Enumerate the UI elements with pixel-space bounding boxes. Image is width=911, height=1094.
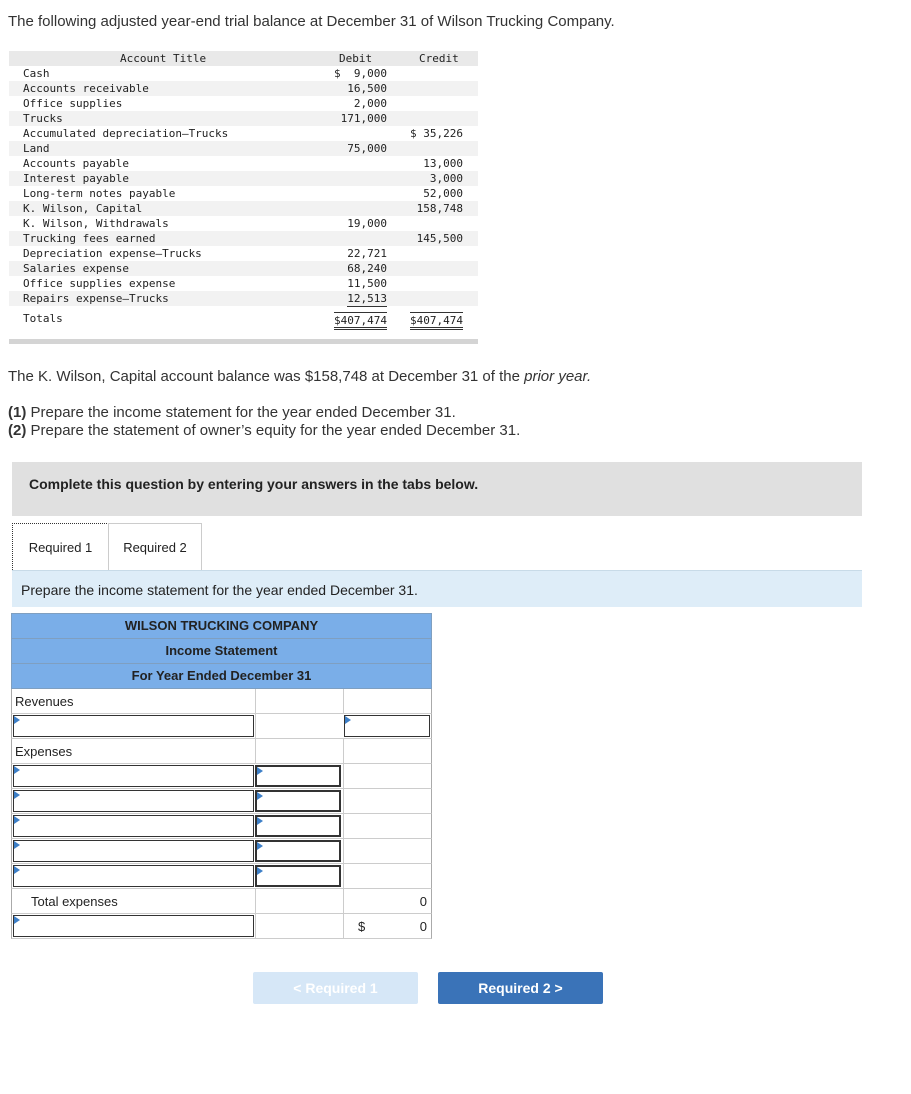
expense-amount-input[interactable] [255,865,341,887]
account-title: Office supplies expense [23,277,176,290]
tab-instruction [12,570,862,607]
blank-cell [255,889,343,913]
requirement-1-text: Prepare the income statement for the year ended December 31. [26,404,456,421]
income-statement-form [11,613,432,939]
account-title: Accounts receivable [23,82,149,95]
input-marker-icon [257,842,263,850]
account-title: Repairs expense—Trucks [23,292,169,305]
account-title: Accounts payable [23,157,129,170]
requirements-list [8,404,520,440]
blank-cell [343,864,432,888]
revenues-heading-row [11,689,432,714]
account-title: K. Wilson, Withdrawals [23,217,169,230]
trial-balance-row [9,186,478,201]
account-title: Depreciation expense—Trucks [23,247,202,260]
expense-entry-row [11,864,432,889]
input-marker-icon [257,867,263,875]
account-title: Long-term notes payable [23,187,176,200]
trial-balance-row [9,81,478,96]
requirement-2 [8,422,520,440]
dropdown-marker-icon [14,791,20,799]
blank-cell [255,714,343,738]
dollar-sign: $ [358,919,366,934]
trial-balance-row [9,231,478,246]
credit-amount: 158,748 [416,202,463,215]
header-debit: Debit [339,52,373,65]
expense-amount-input[interactable] [255,790,341,812]
account-title: Trucks [23,112,63,125]
dropdown-marker-icon [14,766,20,774]
blank-cell [343,764,432,788]
net-result-cell [343,914,432,938]
trial-balance-footer-bar [9,339,478,344]
expense-entry-row [11,839,432,864]
blank-cell [343,689,432,713]
debit-amount: 12,513 [347,292,387,305]
debit-amount: 75,000 [347,142,387,155]
total-expenses-value: 0 [419,894,427,909]
revenue-amount-input[interactable] [344,715,430,737]
trial-balance-row [9,156,478,171]
banner-text: Complete this question by entering your answers in the tabs below. [29,476,479,492]
debit-amount: $ 9,000 [334,67,387,80]
blank-cell [343,789,432,813]
total-expenses-row [11,889,432,914]
instruction-text: Prepare the income statement for the year ended December 31. [21,582,418,598]
expense-account-dropdown[interactable] [13,790,254,812]
account-title: Trucking fees earned [23,232,156,245]
debit-amount: 19,000 [347,217,387,230]
header-account-title: Account Title [120,52,207,65]
totals-label: Totals [23,312,63,325]
account-title: Accumulated depreciation—Trucks [23,127,229,140]
revenues-label: Revenues [15,694,74,709]
tab-required-1[interactable]: Required 1 [12,523,109,572]
debit-amount: 171,000 [340,112,387,125]
note-text: The K. Wilson, Capital account balance was $158,748 at December 31 of the [8,368,525,385]
debit-amount: 11,500 [347,277,387,290]
capital-note [8,368,591,385]
expense-account-dropdown[interactable] [13,840,254,862]
trial-balance-row [9,96,478,111]
dropdown-marker-icon [14,716,20,724]
debit-amount: 16,500 [347,82,387,95]
trial-balance-row [9,111,478,126]
input-marker-icon [257,817,263,825]
note-italic: prior year. [524,368,592,385]
requirement-1 [8,404,520,422]
trial-balance-row [9,141,478,156]
statement-period: For Year Ended December 31 [11,664,432,689]
tab-required-2[interactable]: Required 2 [108,523,202,571]
net-result-row [11,914,432,939]
dropdown-marker-icon [14,841,20,849]
company-name: WILSON TRUCKING COMPANY [11,613,432,639]
dropdown-marker-icon [14,916,20,924]
trial-balance-row [9,126,478,141]
revenue-entry-row [11,714,432,739]
expense-entry-row [11,814,432,839]
credit-amount: $ 35,226 [410,127,463,140]
expense-entry-row [11,764,432,789]
dropdown-marker-icon [14,866,20,874]
trial-balance-row [9,201,478,216]
debit-amount: 22,721 [347,247,387,260]
expense-amount-input[interactable] [255,815,341,837]
input-marker-icon [257,767,263,775]
net-result-dropdown[interactable] [13,915,254,937]
intro-text: The following adjusted year-end trial balance at December 31 of Wilson Trucking Company. [8,13,615,30]
requirement-2-number: (2) [8,422,27,439]
totals-credit: $407,474 [410,312,463,330]
instructions-banner [12,462,862,516]
blank-cell [343,739,432,763]
input-marker-icon [345,716,351,724]
blank-cell [255,914,343,938]
credit-amount: 13,000 [423,157,463,170]
blank-cell [343,814,432,838]
trial-balance-row [9,171,478,186]
header-credit: Credit [419,52,459,65]
trial-balance-table [9,51,478,344]
account-title: Land [23,142,50,155]
net-result-value: 0 [419,919,427,934]
revenue-account-dropdown[interactable] [13,715,254,737]
trial-balance-row [9,246,478,261]
input-marker-icon [257,792,263,800]
trial-balance-row [9,291,478,306]
blank-cell [255,739,343,763]
account-title: Salaries expense [23,262,129,275]
expense-amount-input[interactable] [255,840,341,862]
blank-cell [255,689,343,713]
trial-balance-row [9,276,478,291]
requirement-1-number: (1) [8,404,27,421]
total-expenses-cell [343,889,432,913]
trial-balance-row [9,66,478,81]
statement-name: Income Statement [11,639,432,664]
expense-account-dropdown[interactable] [13,865,254,887]
trial-balance-row [9,261,478,276]
account-title: Interest payable [23,172,129,185]
trial-balance-header [9,51,478,66]
blank-cell [343,839,432,863]
account-title: K. Wilson, Capital [23,202,143,215]
totals-debit: $407,474 [334,312,387,330]
debit-amount: 2,000 [353,97,387,110]
expenses-heading-row [11,739,432,764]
previous-tab-button[interactable]: < Required 1 [253,972,418,1004]
credit-amount: 3,000 [429,172,463,185]
totals-row [9,311,478,326]
dropdown-marker-icon [14,816,20,824]
trial-balance-row [9,216,478,231]
account-title: Office supplies [23,97,123,110]
expense-account-dropdown[interactable] [13,815,254,837]
next-tab-button[interactable]: Required 2 > [438,972,603,1004]
expenses-label: Expenses [15,744,73,759]
debit-amount: 68,240 [347,262,387,275]
credit-amount: 52,000 [423,187,463,200]
account-title: Cash [23,67,50,80]
credit-amount: 145,500 [416,232,463,245]
expense-entry-row [11,789,432,814]
requirement-2-text: Prepare the statement of owner’s equity for the year ended December 31. [26,422,521,439]
total-expenses-label: Total expenses [31,894,118,909]
expense-account-dropdown[interactable] [13,765,254,787]
expense-amount-input[interactable] [255,765,341,787]
